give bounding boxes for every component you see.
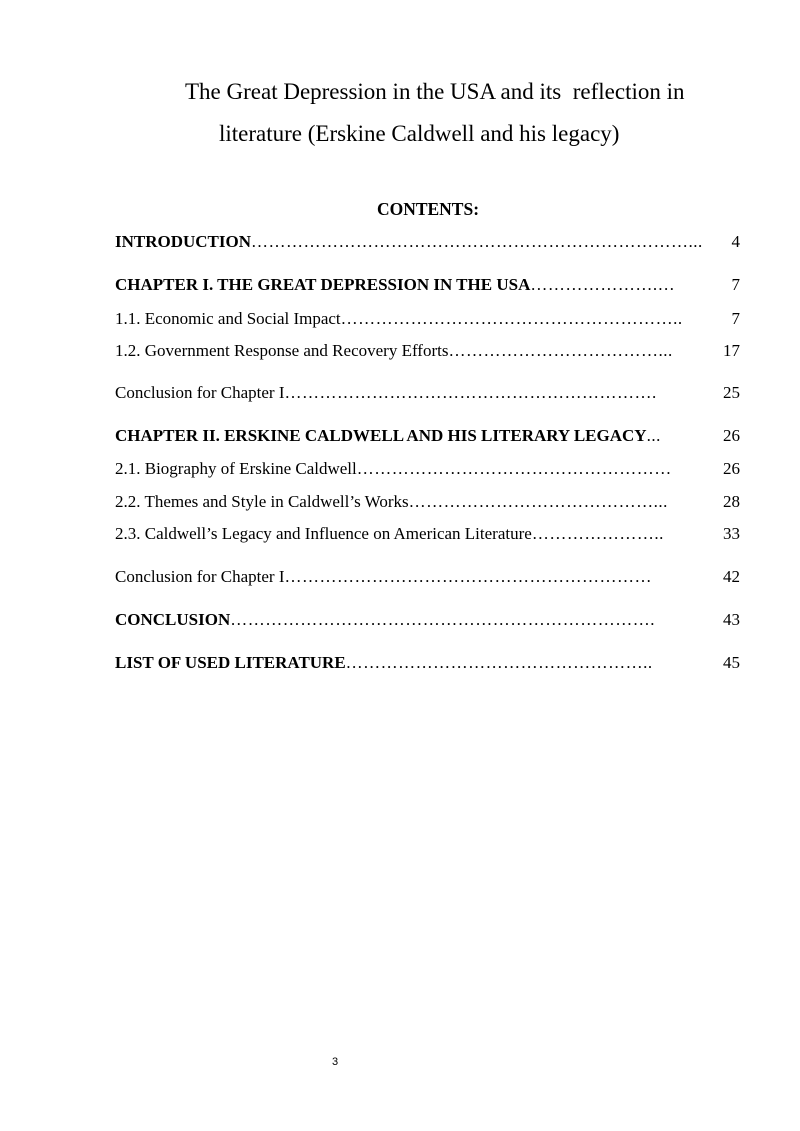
toc-entry-leader: ……………………………………... [408,493,668,510]
toc-entry-conclusion [115,611,740,628]
toc-entry-page: 7 [731,309,740,328]
toc-entry-leader: ………………………………………………………………. [230,611,655,628]
toc-entry-label: Conclusion for Chapter I [115,567,285,586]
toc-entry-page: 33 [723,524,740,543]
document-title-line-2: literature (Erskine Caldwell and his legacy) [219,121,620,146]
toc-entry-leader: ……………………………………………………… [284,568,652,585]
toc-entry-conclusion-chapter-1 [115,384,740,401]
toc-entry-label: CHAPTER I. THE GREAT DEPRESSION IN THE USA [115,275,531,294]
toc-entry-page: 4 [731,232,740,251]
toc-entry-section-2-3 [115,525,740,542]
toc-entry-label: 1.1. Economic and Social Impact [115,309,341,328]
toc-entry-chapter-2 [115,427,740,444]
toc-entry-section-2-1 [115,460,740,477]
toc-entry-literature [115,654,740,671]
toc-entry-chapter-1 [115,276,740,293]
toc-entry-page: 45 [723,653,740,672]
toc-entry-label: Conclusion for Chapter I [115,383,285,402]
toc-entry-leader: ………………………………………………………. [284,384,657,401]
toc-entry-label: CHAPTER II. ERSKINE CALDWELL AND HIS LITERARY LEGACY [115,426,647,445]
toc-entry-conclusion-chapter-2 [115,568,740,585]
toc-entry-leader: ……………………………………………… [356,460,672,477]
toc-entry-page: 17 [723,341,740,360]
page-number: 3 [331,1056,339,1068]
document-title-line-1: The Great Depression in the USA and its reflection in [185,79,685,104]
toc-entry-label: CONCLUSION [115,610,231,629]
toc-entry-introduction [115,233,740,250]
toc-entry-label: LIST OF USED LITERATURE [115,653,346,672]
toc-entry-section-2-2 [115,493,740,510]
toc-entry-leader: ………………….. [531,525,664,542]
toc-entry-label: 2.3. Caldwell’s Legacy and Influence on American Literature [115,524,532,543]
toc-entry-leader: ... [646,427,661,444]
toc-entry-page: 28 [723,492,740,511]
toc-entry-page: 25 [723,383,740,402]
toc-entry-section-1-2 [115,342,740,359]
toc-entry-page: 43 [723,610,740,629]
toc-entry-page: 26 [723,426,740,445]
toc-entry-leader: …………………………………………….. [345,654,653,671]
toc-entry-section-1-1 [115,310,740,327]
toc-entry-label: 2.2. Themes and Style in Caldwell’s Works [115,492,409,511]
toc-entry-label: INTRODUCTION [115,232,252,251]
toc-entry-leader: ………………….… [530,276,676,293]
toc-entry-label: 2.1. Biography of Erskine Caldwell [115,459,357,478]
toc-entry-leader: ………………………………………………….. [340,310,683,327]
toc-entry-page: 26 [723,459,740,478]
toc-entry-leader: ………………………………... [448,342,673,359]
toc-entry-page: 7 [731,275,740,294]
contents-heading: CONTENTS: [376,199,480,219]
toc-entry-label: 1.2. Government Response and Recovery Efforts [115,341,449,360]
toc-entry-leader: …………………………………………………………………... [251,233,703,250]
toc-entry-page: 42 [723,567,740,586]
